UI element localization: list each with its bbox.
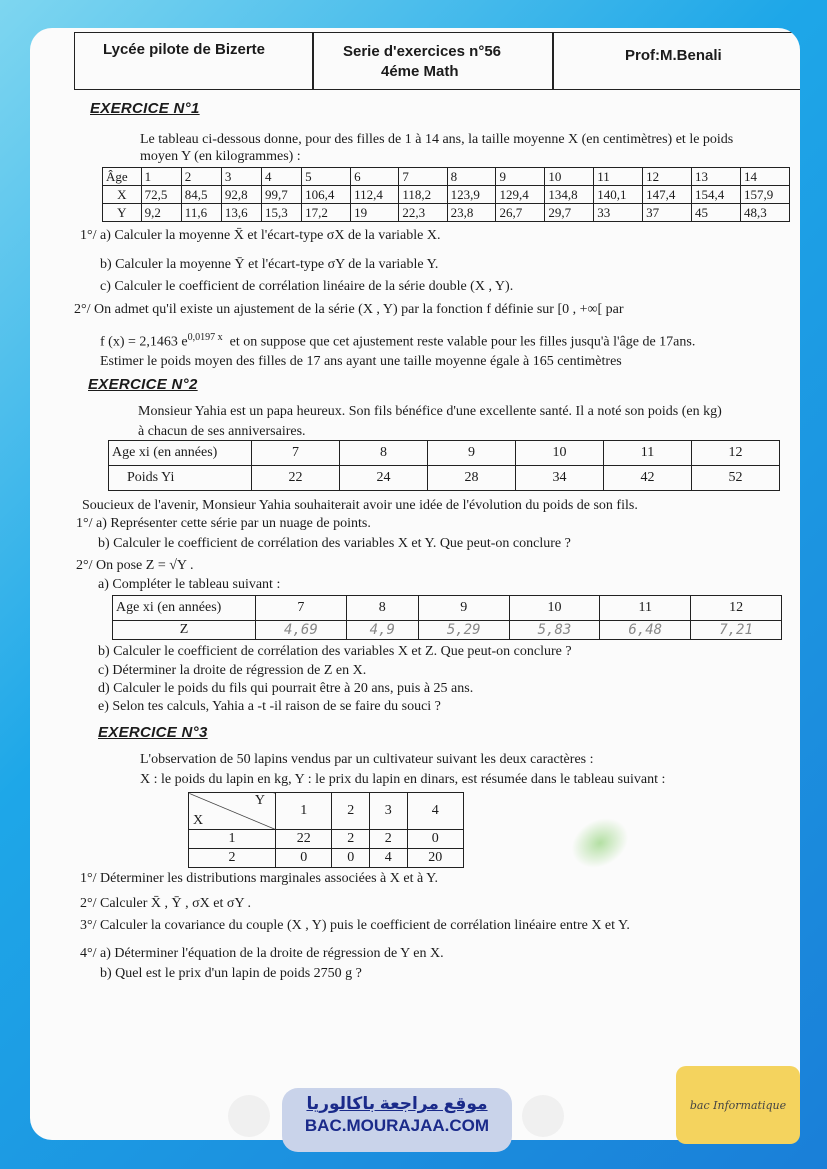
ex3-row xyxy=(189,849,464,868)
ex1-y-cell: 26,7 xyxy=(496,204,545,222)
ex1-age-cell: 9 xyxy=(496,168,545,186)
ex1-y-cell: 22,3 xyxy=(399,204,447,222)
ex1-x-cell: 99,7 xyxy=(262,186,302,204)
header-school-box xyxy=(74,32,314,90)
ex2-q1b: b) Calculer le coefficient de corrélation des variables X et Y. Que peut-on conclure ? xyxy=(98,536,571,551)
ex1-age-cell: 5 xyxy=(302,168,351,186)
badge-text: bac Informatique xyxy=(689,1098,787,1112)
ex2-poids-cell: 22 xyxy=(252,466,340,491)
ex2-z-age-cell: 9 xyxy=(418,596,509,621)
ex2-age-cell: 10 xyxy=(516,441,604,466)
ex1-y-cell: 15,3 xyxy=(262,204,302,222)
ex1-y-cell: 19 xyxy=(351,204,399,222)
ex3-intro-2: X : le poids du lapin en kg, Y : le prix du lapin en dinars, est résumée dans le tableau suivant : xyxy=(140,772,666,787)
ex2-poids-cell: 42 xyxy=(604,466,692,491)
ex1-title: EXERCICE N°1 xyxy=(90,100,200,117)
ex2-z-age-cell: 12 xyxy=(691,596,782,621)
ex1-y-cell: 33 xyxy=(594,204,643,222)
ex3-x-label: X xyxy=(193,813,204,828)
ex2-age-cell: 8 xyxy=(340,441,428,466)
ex3-y-value: 4 xyxy=(407,793,463,830)
ex1-x-cell: 154,4 xyxy=(692,186,741,204)
ex2-z-cell: 5,29 xyxy=(418,621,509,640)
ex2-age-row xyxy=(109,441,780,466)
ex1-age-row xyxy=(103,168,790,186)
ex1-formula: f (x) = 2,1463 e xyxy=(100,334,188,350)
ex3-q3: 3°/ Calculer la covariance du couple (X , Y) puis le coefficient de corrélation linéaire entre X et Y. xyxy=(80,918,630,933)
ex2-z-cell: 5,83 xyxy=(509,621,600,640)
ex3-x-value: 1 xyxy=(189,830,276,849)
ex1-y-label: Y xyxy=(103,204,142,222)
ex2-z-label: Z xyxy=(113,621,256,640)
ex1-x-cell: 92,8 xyxy=(221,186,261,204)
ex3-q4a: 4°/ a) Déterminer l'équation de la droite de régression de Y en X. xyxy=(80,946,444,961)
ex3-count: 22 xyxy=(276,830,332,849)
site-link-button[interactable] xyxy=(282,1088,512,1152)
ex3-count: 2 xyxy=(332,830,370,849)
ex1-age-cell: 2 xyxy=(181,168,221,186)
ex2-z-age-label: Age xi (en années) xyxy=(113,596,256,621)
school-name: Lycée pilote de Bizerte xyxy=(103,41,265,58)
ex1-y-cell: 11,6 xyxy=(181,204,221,222)
ex1-y-cell: 13,6 xyxy=(221,204,261,222)
ex1-x-label: X xyxy=(103,186,142,204)
ex3-count: 0 xyxy=(407,830,463,849)
ex3-intro-1: L'observation de 50 lapins vendus par un cultivateur suivant les deux caractères : xyxy=(140,752,594,767)
ex3-x-value: 2 xyxy=(189,849,276,868)
ex2-poids-label: Poids Yi xyxy=(109,466,252,491)
ex2-poids-cell: 28 xyxy=(428,466,516,491)
ex2-poids-cell: 34 xyxy=(516,466,604,491)
ex2-z-cell: 7,21 xyxy=(691,621,782,640)
bac-informatique-badge xyxy=(676,1066,800,1144)
ex1-age-cell: 3 xyxy=(221,168,261,186)
ex2-poids-cell: 24 xyxy=(340,466,428,491)
ex1-table xyxy=(102,167,790,222)
ex1-age-cell: 12 xyxy=(643,168,692,186)
ex1-age-label: Âge xyxy=(103,168,142,186)
ex1-q1a: 1°/ a) Calculer la moyenne X̄ et l'écart-type σX de la variable X. xyxy=(80,228,441,243)
ex3-q1: 1°/ Déterminer les distributions marginales associées à X et à Y. xyxy=(80,871,438,886)
prof-name: Prof:M.Benali xyxy=(625,47,722,64)
ex1-y-row xyxy=(103,204,790,222)
ex3-count: 4 xyxy=(369,849,407,868)
ex3-q4b: b) Quel est le prix d'un lapin de poids 2750 g ? xyxy=(100,966,362,981)
ex1-age-cell: 1 xyxy=(141,168,181,186)
ex1-age-cell: 8 xyxy=(447,168,496,186)
ex2-q2e: e) Selon tes calculs, Yahia a -t -il raison de se faire du souci ? xyxy=(98,699,441,714)
ex1-y-cell: 37 xyxy=(643,204,692,222)
ex1-y-cell: 29,7 xyxy=(545,204,594,222)
ex1-x-cell: 123,9 xyxy=(447,186,496,204)
ex1-x-cell: 157,9 xyxy=(740,186,789,204)
ex1-x-cell: 112,4 xyxy=(351,186,399,204)
ex1-formula-rest: et on suppose que cet ajustement reste valable pour les filles jusqu'à l'âge de 17ans. xyxy=(229,334,696,350)
ex1-age-cell: 4 xyxy=(262,168,302,186)
ex2-age-cell: 7 xyxy=(252,441,340,466)
ex2-intro-1: Monsieur Yahia est un papa heureux. Son fils bénéfice d'une excellente santé. Il a noté son poids (en kg) xyxy=(138,404,722,419)
ex2-z-age-row xyxy=(113,596,782,621)
ex3-count: 2 xyxy=(369,830,407,849)
ex1-q1c: c) Calculer le coefficient de corrélation linéaire de la série double (X , Y). xyxy=(100,279,514,294)
ex1-intro-1: Le tableau ci-dessous donne, pour des filles de 1 à 14 ans, la taille moyenne X (en centimètres) et le poids xyxy=(140,132,734,147)
ex2-line1: Soucieux de l'avenir, Monsieur Yahia souhaiterait avoir une idée de l'évolution du poids de son fils. xyxy=(82,498,638,513)
ex1-x-cell: 129,4 xyxy=(496,186,545,204)
ex1-x-cell: 106,4 xyxy=(302,186,351,204)
ex1-age-cell: 14 xyxy=(740,168,789,186)
ex3-count: 0 xyxy=(276,849,332,868)
green-scribble-mark xyxy=(563,808,638,878)
ex1-age-cell: 13 xyxy=(692,168,741,186)
ex1-age-cell: 6 xyxy=(351,168,399,186)
ex2-age-cell: 9 xyxy=(428,441,516,466)
ex1-q2: 2°/ On admet qu'il existe un ajustement de la série (X , Y) par la fonction f définie sur [0 , +∞[ par xyxy=(74,302,624,317)
ex2-q2: 2°/ On pose Z = √Y . xyxy=(76,558,194,573)
level: 4éme Math xyxy=(381,63,459,80)
ex1-q1b: b) Calculer la moyenne Ȳ et l'écart-type σY de la variable Y. xyxy=(100,257,439,272)
ex3-y-value: 2 xyxy=(332,793,370,830)
ex3-y-value: 3 xyxy=(369,793,407,830)
ex1-x-cell: 140,1 xyxy=(594,186,643,204)
ex1-x-cell: 72,5 xyxy=(141,186,181,204)
ex2-z-table xyxy=(112,595,782,640)
ex2-table xyxy=(108,440,780,491)
series-title: Serie d'exercices n°56 xyxy=(343,43,502,60)
ex2-poids-cell: 52 xyxy=(692,466,780,491)
logo-left-icon xyxy=(228,1095,270,1137)
ex1-q2-formula-line xyxy=(100,332,695,351)
ex1-intro-2: moyen Y (en kilogrammes) : xyxy=(140,149,301,164)
ex2-z-cell: 6,48 xyxy=(600,621,691,640)
ex1-x-cell: 134,8 xyxy=(545,186,594,204)
ex1-age-cell: 7 xyxy=(399,168,447,186)
ex2-poids-row xyxy=(109,466,780,491)
ex1-x-cell: 118,2 xyxy=(399,186,447,204)
ex3-corner-cell xyxy=(189,793,276,830)
ex1-y-cell: 9,2 xyxy=(141,204,181,222)
ex1-y-cell: 17,2 xyxy=(302,204,351,222)
ex1-x-cell: 84,5 xyxy=(181,186,221,204)
ex2-q1a: 1°/ a) Représenter cette série par un nuage de points. xyxy=(76,516,371,531)
ex1-formula-exponent: 0,0197 x xyxy=(187,332,223,343)
ex2-age-label: Age xi (en années) xyxy=(109,441,252,466)
ex2-z-age-cell: 7 xyxy=(256,596,347,621)
ex2-q2a: a) Compléter le tableau suivant : xyxy=(98,577,281,592)
logo-right-icon xyxy=(522,1095,564,1137)
site-arabic-title: موقع مراجعة باكالوريا xyxy=(306,1094,488,1113)
ex2-q2b: b) Calculer le coefficient de corrélation des variables X et Z. Que peut-on conclure ? xyxy=(98,644,572,659)
site-url: BAC.MOURAJAA.COM xyxy=(304,1116,490,1135)
ex2-q2d: d) Calculer le poids du fils qui pourrait être à 20 ans, puis à 25 ans. xyxy=(98,681,474,696)
ex3-header-row xyxy=(189,793,464,830)
ex3-title: EXERCICE N°3 xyxy=(98,724,208,741)
ex3-count: 0 xyxy=(332,849,370,868)
ex1-y-cell: 45 xyxy=(692,204,741,222)
ex2-z-cell: 4,69 xyxy=(256,621,347,640)
ex1-x-row xyxy=(103,186,790,204)
ex3-count: 20 xyxy=(407,849,463,868)
ex1-x-cell: 147,4 xyxy=(643,186,692,204)
header-prof-box xyxy=(552,32,800,90)
ex2-q2c: c) Déterminer la droite de régression de Z en X. xyxy=(98,663,367,678)
ex1-q2-estimate: Estimer le poids moyen des filles de 17 ans ayant une taille moyenne égale à 165 centimètres xyxy=(100,354,622,369)
ex2-z-age-cell: 11 xyxy=(600,596,691,621)
ex3-y-value: 1 xyxy=(276,793,332,830)
ex2-age-cell: 11 xyxy=(604,441,692,466)
ex1-y-cell: 48,3 xyxy=(740,204,789,222)
ex2-z-row xyxy=(113,621,782,640)
ex2-z-age-cell: 8 xyxy=(346,596,418,621)
ex3-table xyxy=(188,792,464,868)
ex2-title: EXERCICE N°2 xyxy=(88,376,198,393)
ex3-row xyxy=(189,830,464,849)
ex2-age-cell: 12 xyxy=(692,441,780,466)
exercise-sheet xyxy=(30,28,800,1140)
ex2-intro-2: à chacun de ses anniversaires. xyxy=(138,424,306,439)
header-series-box xyxy=(312,32,554,90)
ex1-age-cell: 10 xyxy=(545,168,594,186)
ex1-y-cell: 23,8 xyxy=(447,204,496,222)
ex1-age-cell: 11 xyxy=(594,168,643,186)
ex3-y-label: Y xyxy=(254,793,265,808)
ex2-z-cell: 4,9 xyxy=(346,621,418,640)
ex2-z-age-cell: 10 xyxy=(509,596,600,621)
ex3-q2: 2°/ Calculer X̄ , Ȳ , σX et σY . xyxy=(80,896,252,911)
